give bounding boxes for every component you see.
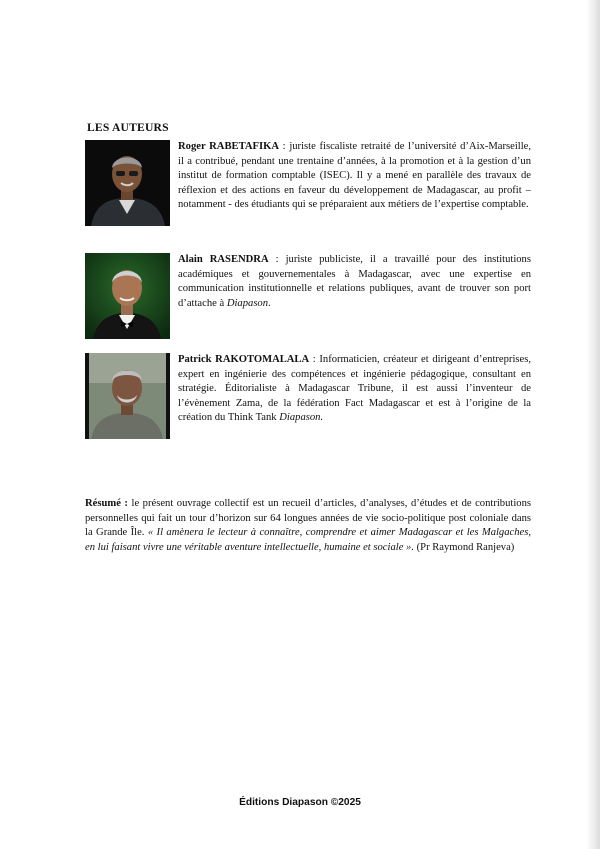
author-bio-end: . <box>268 297 271 309</box>
author-bio-text: : Informaticien, créateur et dirigeant d’entreprises, expert en ingénierie des compétences et ingénierie pédagogique, consultant en stratégie. Éditorialiste à Madagascar Tribune, il est aussi l’inventeur de l’évènement Zama, de la fédération Fact Madagascar et est à l’origine de la création du Think Tank <box>178 354 531 424</box>
author-bio-text: : juriste publiciste, il a travaillé pour des institutions académiques et gouvernementales à Madagascar, avec une expertise en communication institutionnelle et relations publiques, avant de trouver son port d’attache à <box>178 254 531 309</box>
author-name: Patrick RAKOTOMALALA <box>178 354 310 365</box>
author-photo <box>85 140 170 226</box>
publisher-footer: Éditions Diapason ©2025 <box>239 797 361 808</box>
author-bio <box>178 253 531 311</box>
author-bio <box>178 353 531 426</box>
summary-label: Résumé : <box>85 498 128 509</box>
author-name: Roger RABETAFIKA <box>178 141 279 152</box>
summary-quote: « Il amènera le lecteur à connaître, comprendre et aimer Madagascar et les Malgaches, en lui faisant vivre une véritable aventure intellectuelle, humaine et sociale ». <box>85 527 531 553</box>
summary-attribution: (Pr Raymond Ranjeva) <box>414 541 515 553</box>
section-heading: LES AUTEURS <box>87 121 169 134</box>
author-name: Alain RASENDRA <box>178 254 269 265</box>
author-bio-text: : juriste fiscaliste retraité de l’université d’Aix-Marseille, il a contribué, pendant une trentaine d’années, à la promotion et à la gestion d’un institut de formation comptable (ISEC). Il y a mené en parallèle des travaux de réflexion et des actions en faveur du développement de Madagascar, au profit – notamment - des étudiants qui se préparaient aux métiers de l’expertise comptable. <box>178 141 532 211</box>
author-bio-italic: Diapason <box>226 297 269 309</box>
author-photo <box>85 253 170 339</box>
page-edge-shadow <box>586 0 600 849</box>
summary-text: le présent ouvrage collectif est un recueil d’articles, d’analyses, d’études et de contributions personnelles qui fait un tour d’horizon sur 64 longues années de vie socio-politique post coloniale dans la Grande Île. <box>85 498 532 539</box>
summary-paragraph <box>85 497 531 555</box>
author-bio <box>178 140 531 213</box>
author-photo <box>85 353 170 439</box>
author-bio-italic: Diapason. <box>279 412 324 424</box>
